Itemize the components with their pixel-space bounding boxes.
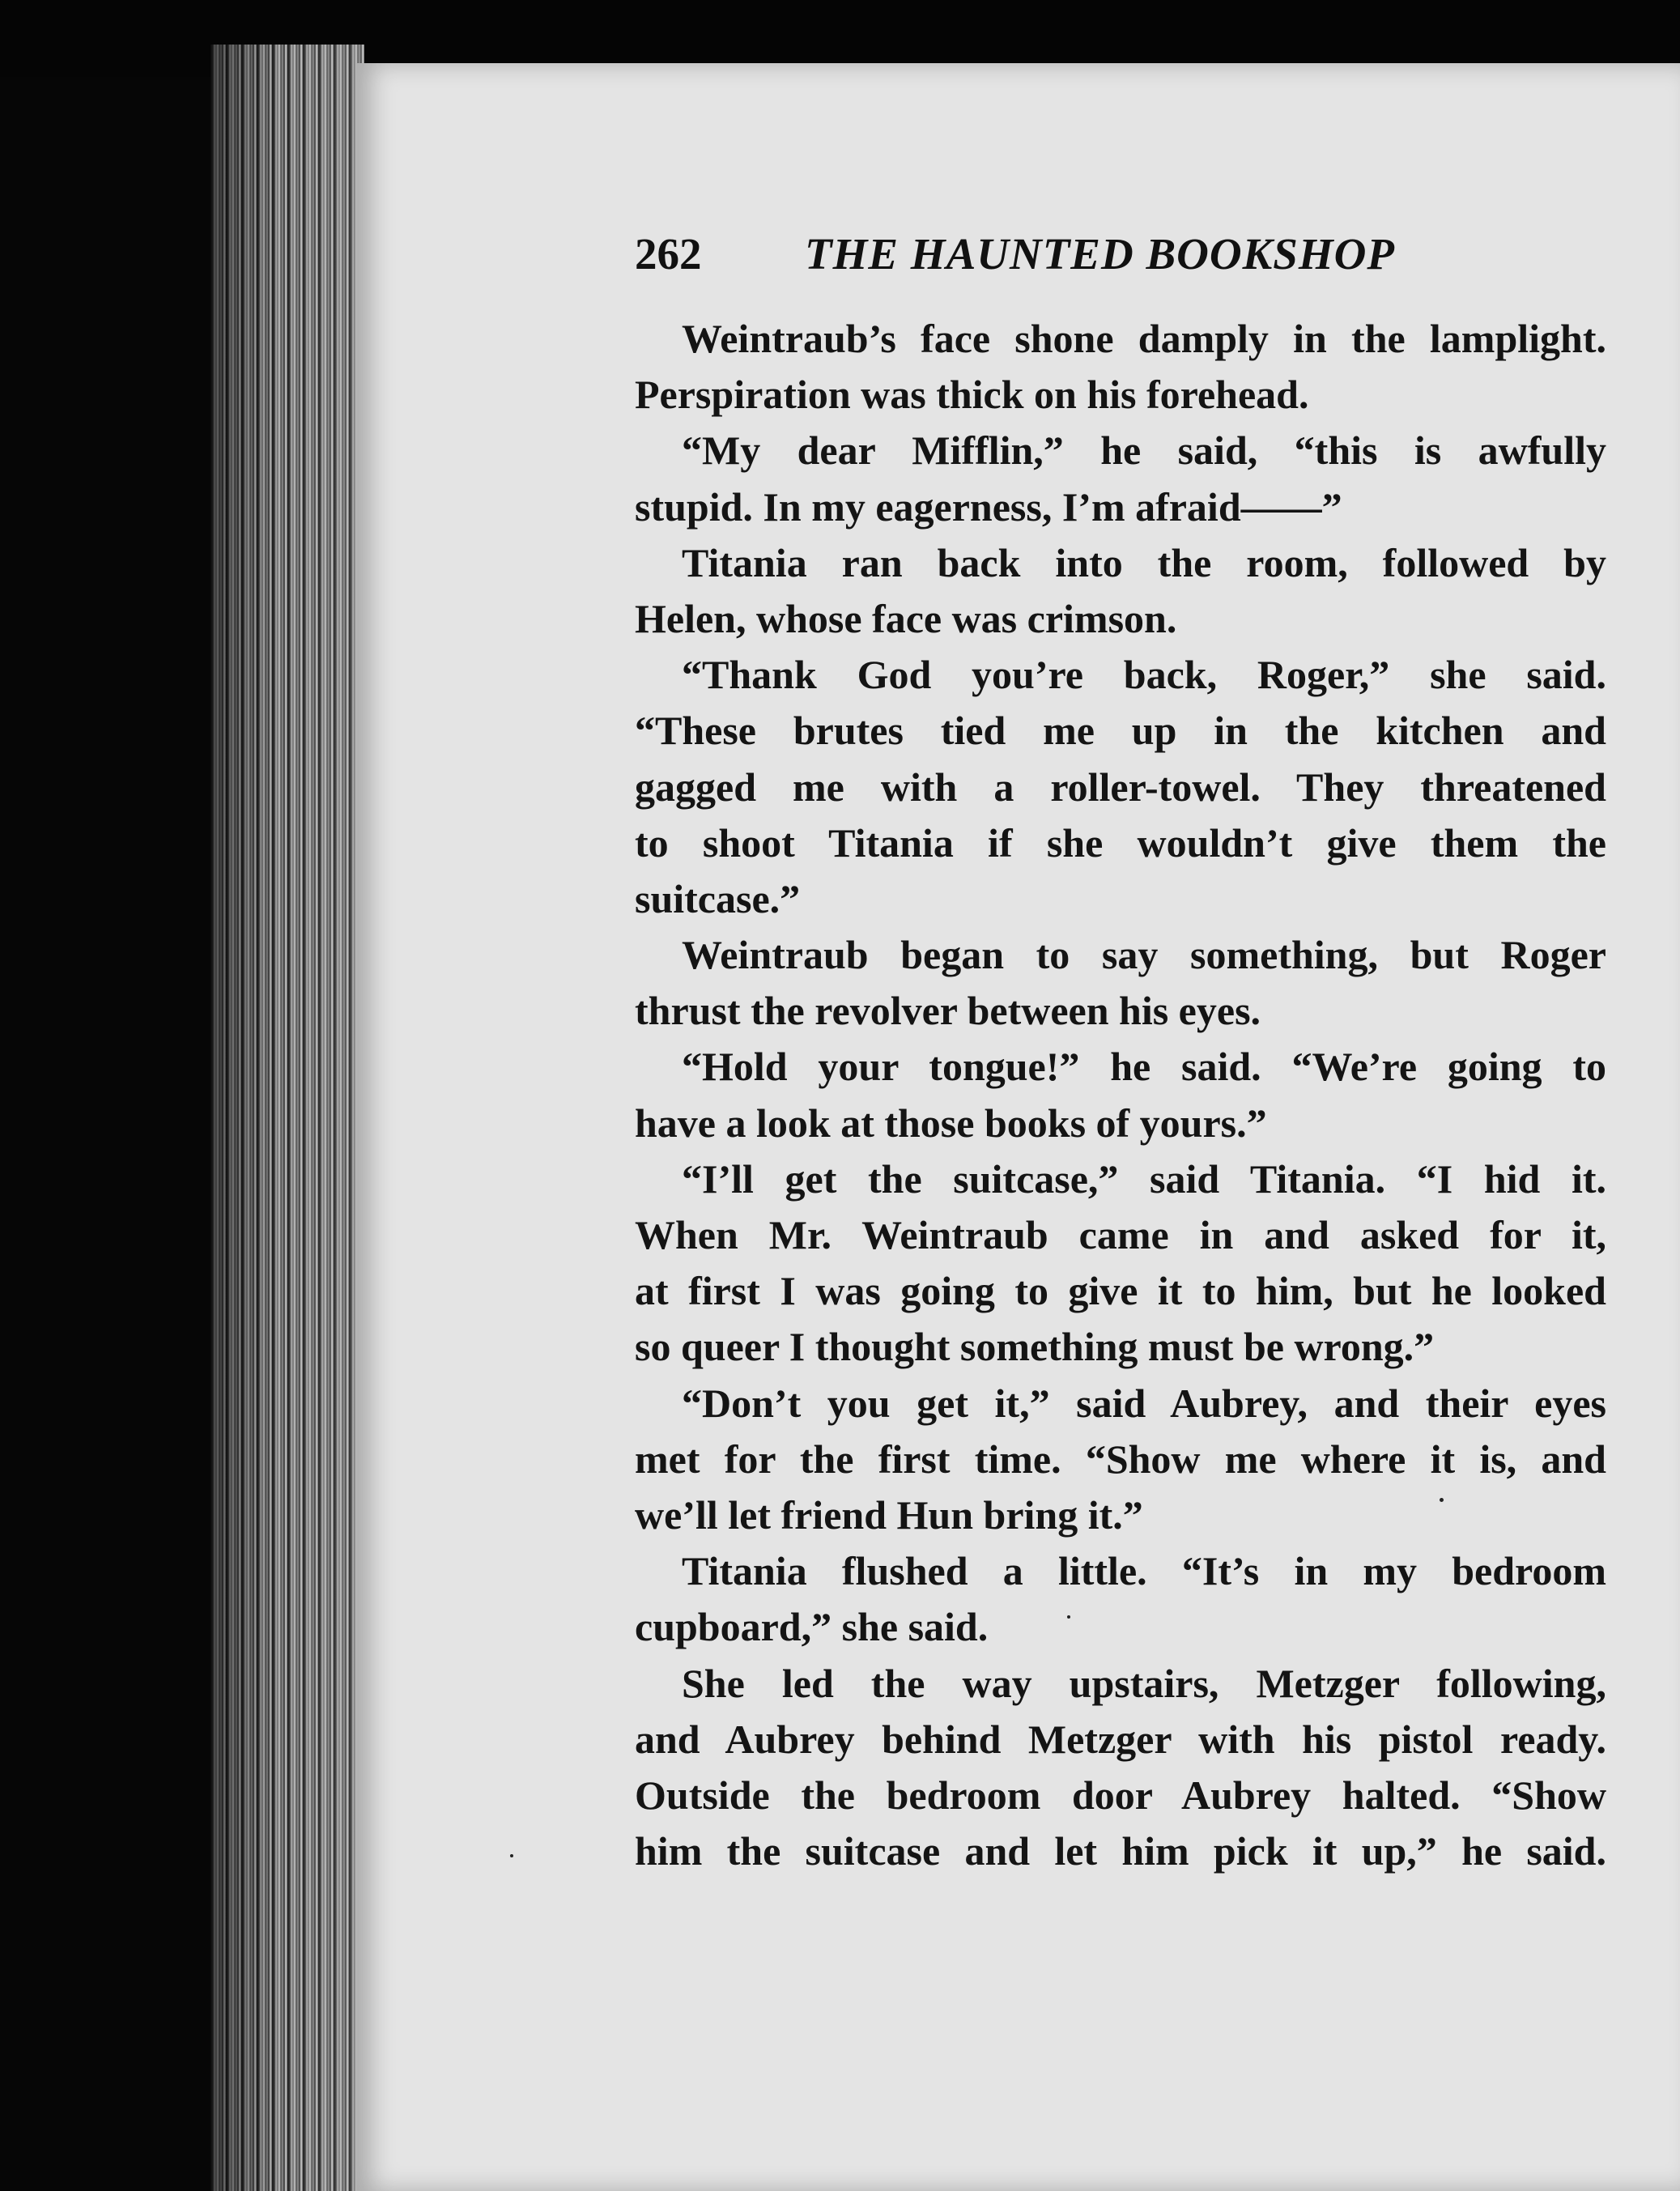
- text-line: we’ll let friend Hun bring it.”: [635, 1491, 1143, 1538]
- text-line: so queer I thought something must be wrong.”: [635, 1324, 1435, 1370]
- text-line: him the suitcase and let him pick it up,” he said.: [635, 1828, 1606, 1874]
- text-line: gagged me with a roller-towel. They threatened: [635, 764, 1606, 810]
- text-line: Weintraub’s face shone damply in the lamplight.: [682, 316, 1606, 361]
- text-line: suitcase.”: [635, 875, 801, 921]
- text-line: Titania ran back into the room, followed by: [682, 539, 1606, 585]
- text-line: have a look at those books of yours.”: [635, 1100, 1267, 1146]
- page-edges-shadow: [211, 45, 364, 2191]
- text-line: thrust the revolver between his eyes.: [635, 988, 1261, 1034]
- text-line: met for the first time. “Show me where it is, and: [635, 1436, 1606, 1482]
- text-line: cupboard,” she said.: [635, 1604, 989, 1650]
- text-line: Titania flushed a little. “It’s in my bedroom: [682, 1548, 1606, 1594]
- text-line: stupid. In my eagerness, I’m afraid——”: [635, 483, 1342, 530]
- text-line: Helen, whose face was crimson.: [635, 595, 1177, 641]
- ink-speck: [1440, 1498, 1444, 1502]
- text-line: “My dear Mifflin,” he said, “this is awfully: [682, 428, 1606, 474]
- page-number: 262: [635, 229, 702, 279]
- ink-speck: [510, 1854, 513, 1857]
- text-line: to shoot Titania if she wouldn’t give them the: [635, 819, 1606, 866]
- text-line: and Aubrey behind Metzger with his pistol ready.: [635, 1716, 1606, 1762]
- text-line: Weintraub began to say something, but Roger: [682, 932, 1606, 978]
- text-line: When Mr. Weintraub came in and asked for it,: [635, 1212, 1606, 1257]
- running-title: THE HAUNTED BOOKSHOP: [805, 229, 1395, 279]
- text-line: “Hold your tongue!” he said. “We’re going to: [682, 1044, 1606, 1090]
- text-line: “Thank God you’re back, Roger,” she said.: [682, 652, 1606, 698]
- text-line: Perspiration was thick on his forehead.: [635, 372, 1309, 418]
- text-line: She led the way upstairs, Metzger following,: [682, 1660, 1606, 1706]
- text-line: at first I was going to give it to him, but he looked: [635, 1268, 1606, 1314]
- text-line: “Don’t you get it,” said Aubrey, and their eyes: [682, 1380, 1606, 1426]
- ink-speck: [1067, 1615, 1070, 1619]
- text-line: “I’ll get the suitcase,” said Titania. “I hid it.: [682, 1155, 1606, 1202]
- text-line: “These brutes tied me up in the kitchen and: [635, 708, 1606, 754]
- body-text: [635, 311, 1606, 1879]
- text-line: Outside the bedroom door Aubrey halted. “Show: [635, 1772, 1606, 1818]
